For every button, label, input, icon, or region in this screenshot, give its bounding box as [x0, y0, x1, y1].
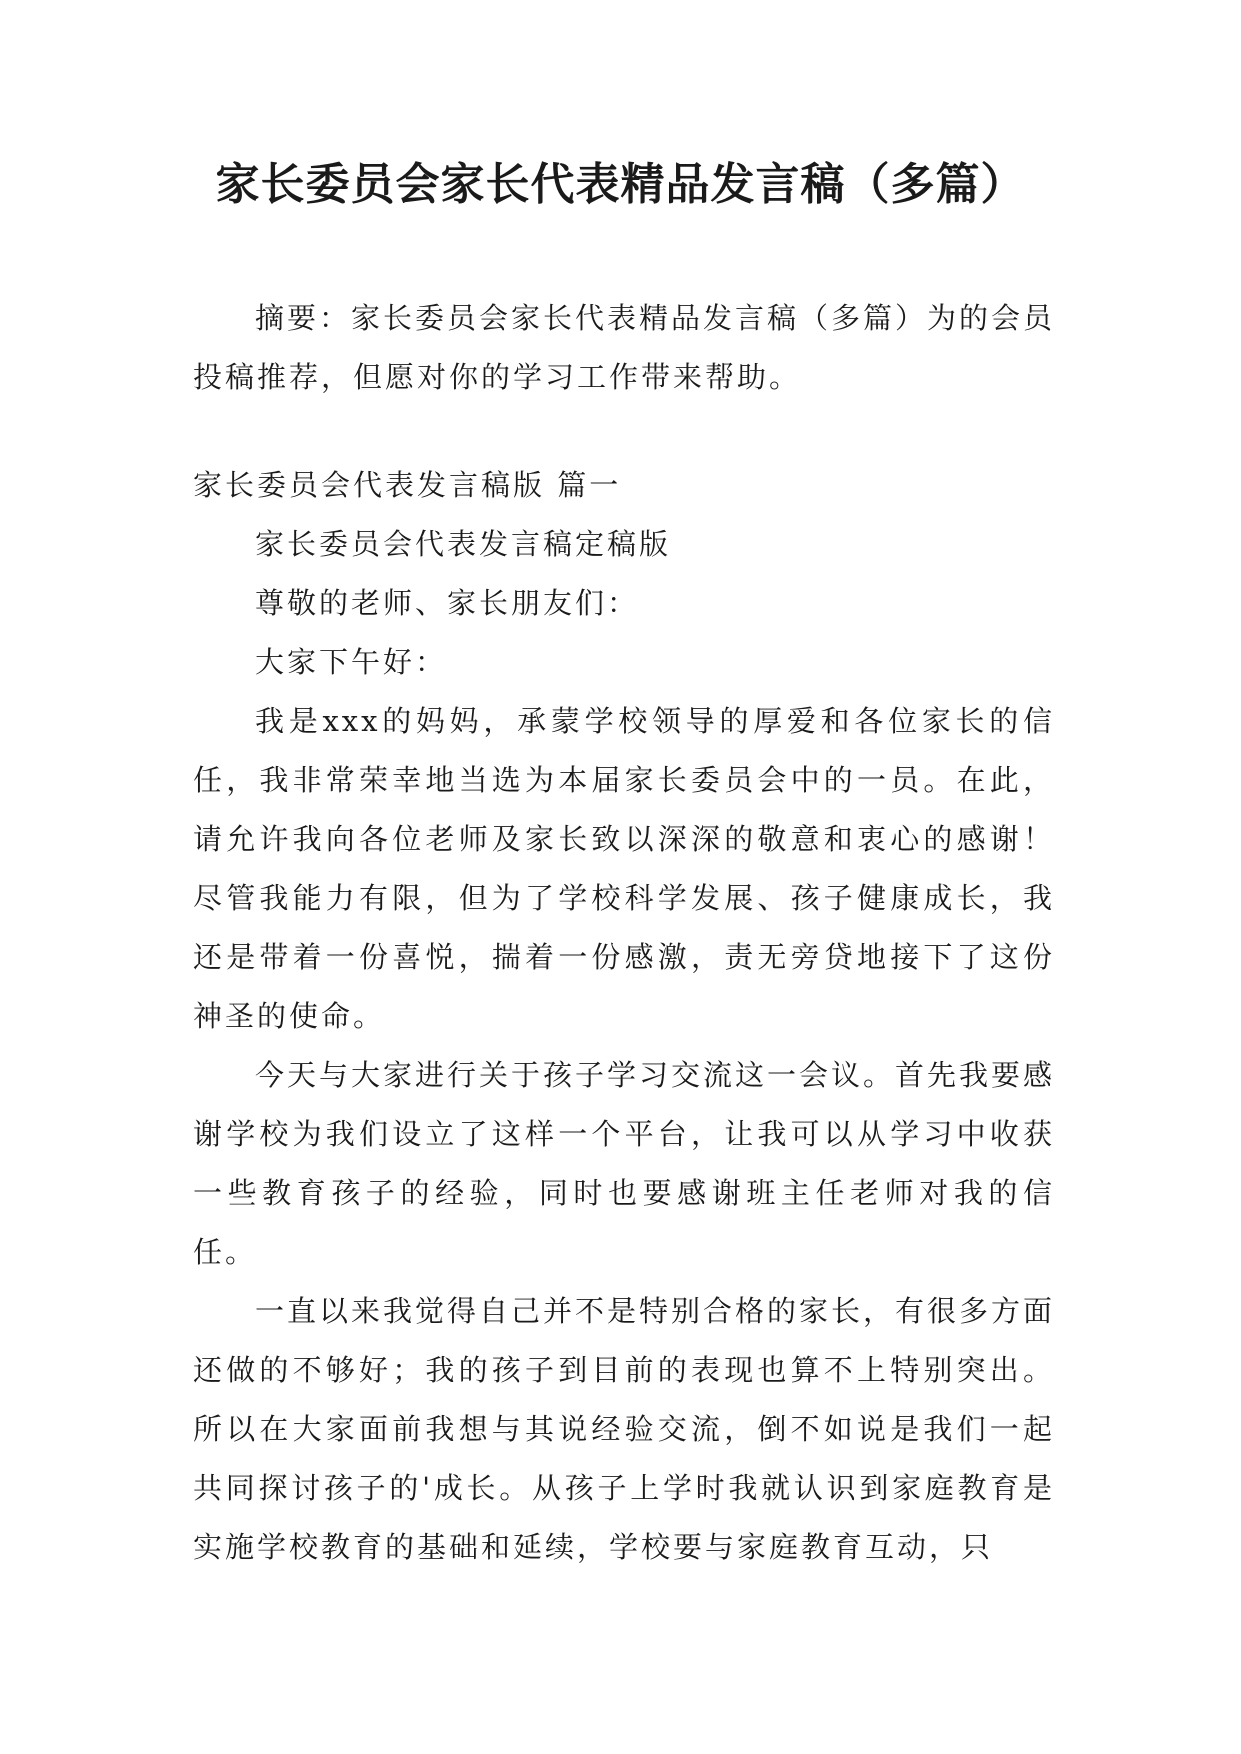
body-paragraph: 我是xxx的妈妈，承蒙学校领导的厚爱和各位家长的信任，我非常荣幸地当选为本届家长委员会中的一员。在此，请允许我向各位老师及家长致以深深的敬意和衷心的感谢！尽管我能力有限，但为了学校科学发展、孩子健康成长，我还是带着一份喜悦，揣着一份感激，责无旁贷地接下了这份神圣的使命。: [193, 704, 1055, 1033]
document-body: [193, 456, 1055, 1577]
salutation: 尊敬的老师、家长朋友们：: [255, 586, 640, 620]
section-heading: 家长委员会代表发言稿版 篇一: [193, 468, 622, 502]
body-paragraph: 今天与大家进行关于孩子学习交流这一会议。首先我要感谢学校为我们设立了这样一个平台，让我可以从学习中收获一些教育孩子的经验，同时也要感谢班主任老师对我的信任。: [193, 1058, 1056, 1269]
document-title: 家长委员会家长代表精品发言稿（多篇）: [215, 159, 1026, 210]
speech-title: 家长委员会代表发言稿定稿版: [255, 527, 672, 561]
summary-paragraph: 摘要：家长委员会家长代表精品发言稿（多篇）为的会员投稿推荐，但愿对你的学习工作带来帮助。: [193, 301, 1056, 394]
body-paragraph: 一直以来我觉得自己并不是特别合格的家长，有很多方面还做的不够好；我的孩子到目前的表现也算不上特别突出。所以在大家面前我想与其说经验交流，倒不如说是我们一起共同探讨孩子的'成长。从孩子上学时我就认识到家庭教育是实施学校教育的基础和延续，学校要与家庭教育互动，只: [193, 1294, 1056, 1564]
greeting: 大家下午好：: [255, 645, 448, 679]
